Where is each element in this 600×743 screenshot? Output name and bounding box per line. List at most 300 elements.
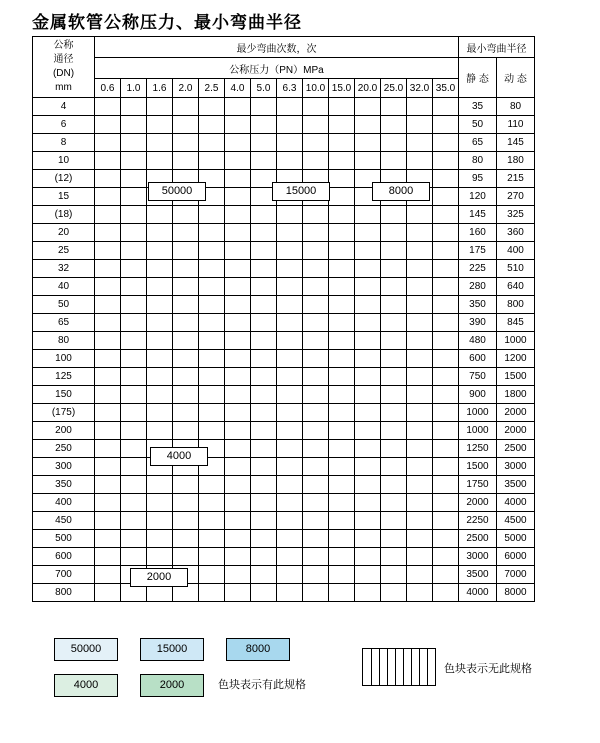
pressure-cell xyxy=(95,548,121,566)
dynamic-radius-cell: 2000 xyxy=(497,404,535,422)
pressure-cell xyxy=(199,116,225,134)
pressure-cell xyxy=(407,404,433,422)
static-radius-cell: 120 xyxy=(459,188,497,206)
pressure-cell xyxy=(199,278,225,296)
pressure-cell xyxy=(251,314,277,332)
pressure-cell xyxy=(147,98,173,116)
pressure-cell xyxy=(303,206,329,224)
pressure-cell xyxy=(329,368,355,386)
pressure-cell xyxy=(173,422,199,440)
pressure-cell xyxy=(407,314,433,332)
dn-value-cell: 200 xyxy=(33,422,95,440)
pressure-cell xyxy=(433,260,459,278)
pressure-cell xyxy=(407,278,433,296)
pressure-cell xyxy=(433,494,459,512)
pressure-cell xyxy=(381,566,407,584)
pressure-cell xyxy=(173,296,199,314)
table-row xyxy=(33,566,535,584)
static-radius-cell: 1250 xyxy=(459,440,497,458)
legend-swatch-4000: 4000 xyxy=(54,674,118,697)
pressure-cell xyxy=(381,548,407,566)
pressure-cell xyxy=(121,170,147,188)
pressure-cell xyxy=(355,314,381,332)
pressure-cell xyxy=(381,422,407,440)
static-radius-cell: 50 xyxy=(459,116,497,134)
pressure-cell xyxy=(277,494,303,512)
dn-value-cell: (175) xyxy=(33,404,95,422)
pressure-cell xyxy=(251,224,277,242)
pressure-cell xyxy=(355,548,381,566)
pressure-cell xyxy=(381,386,407,404)
pressure-cell xyxy=(329,530,355,548)
pressure-cell xyxy=(95,206,121,224)
pn-column-header: 0.6 xyxy=(95,79,121,98)
pressure-cell xyxy=(355,368,381,386)
table-row xyxy=(33,116,535,134)
pressure-cell xyxy=(173,350,199,368)
pressure-cell xyxy=(355,260,381,278)
pressure-cell xyxy=(407,530,433,548)
pn-column-header: 2.5 xyxy=(199,79,225,98)
pressure-cell xyxy=(95,530,121,548)
pressure-cell xyxy=(433,170,459,188)
dynamic-radius-cell: 845 xyxy=(497,314,535,332)
pressure-cell xyxy=(147,530,173,548)
pressure-cell xyxy=(381,296,407,314)
dynamic-radius-cell: 3000 xyxy=(497,458,535,476)
pressure-cell xyxy=(329,134,355,152)
pressure-cell xyxy=(433,242,459,260)
pressure-cell xyxy=(303,134,329,152)
pressure-cell xyxy=(173,332,199,350)
pressure-cell xyxy=(225,404,251,422)
radius-static-header: 静 态 xyxy=(459,58,497,98)
static-radius-cell: 65 xyxy=(459,134,497,152)
pressure-cell xyxy=(225,548,251,566)
pressure-cell xyxy=(251,404,277,422)
pressure-cell xyxy=(147,368,173,386)
dn-header-line-1: 公称 xyxy=(53,40,74,51)
dn-value-cell: 800 xyxy=(33,584,95,602)
pressure-cell xyxy=(277,116,303,134)
pressure-cell xyxy=(433,530,459,548)
hatch-line xyxy=(427,649,428,685)
pressure-cell xyxy=(433,134,459,152)
static-radius-cell: 95 xyxy=(459,170,497,188)
pressure-cell xyxy=(147,404,173,422)
overlay-value-label: 8000 xyxy=(372,182,430,201)
pressure-cell xyxy=(199,332,225,350)
radius-group-header: 最小弯曲半径 xyxy=(459,37,535,58)
static-radius-cell: 900 xyxy=(459,386,497,404)
overlay-value-label: 4000 xyxy=(150,447,208,466)
static-radius-cell: 4000 xyxy=(459,584,497,602)
pressure-cell xyxy=(381,494,407,512)
pressure-cell xyxy=(121,224,147,242)
pressure-cell xyxy=(199,566,225,584)
dynamic-radius-cell: 1200 xyxy=(497,350,535,368)
pressure-cell xyxy=(173,512,199,530)
pressure-cell xyxy=(95,188,121,206)
table-row xyxy=(33,98,535,116)
pressure-cell xyxy=(251,458,277,476)
static-radius-cell: 145 xyxy=(459,206,497,224)
dynamic-radius-cell: 640 xyxy=(497,278,535,296)
pn-column-header: 1.0 xyxy=(121,79,147,98)
pressure-cell xyxy=(407,368,433,386)
pressure-cell xyxy=(199,422,225,440)
pressure-cell xyxy=(199,404,225,422)
table-row xyxy=(33,296,535,314)
dynamic-radius-cell: 215 xyxy=(497,170,535,188)
pressure-cell xyxy=(121,476,147,494)
pressure-cell xyxy=(173,494,199,512)
page-title: 金属软管公称压力、最小弯曲半径 xyxy=(32,13,302,32)
pressure-cell xyxy=(95,440,121,458)
pressure-cell xyxy=(199,224,225,242)
pressure-cell xyxy=(225,98,251,116)
pressure-cell xyxy=(95,422,121,440)
pressure-cell xyxy=(199,134,225,152)
pressure-cell xyxy=(433,404,459,422)
pressure-cell xyxy=(251,476,277,494)
dn-value-cell: 15 xyxy=(33,188,95,206)
pressure-cell xyxy=(199,476,225,494)
header-row-2 xyxy=(33,58,535,79)
pressure-cell xyxy=(277,278,303,296)
table-row xyxy=(33,386,535,404)
pressure-cell xyxy=(199,152,225,170)
pressure-cell xyxy=(355,278,381,296)
pressure-cell xyxy=(173,260,199,278)
pressure-cell xyxy=(355,440,381,458)
table-row xyxy=(33,422,535,440)
dynamic-radius-cell: 510 xyxy=(497,260,535,278)
pn-column-header: 35.0 xyxy=(433,79,459,98)
pressure-cell xyxy=(251,296,277,314)
pressure-cell xyxy=(433,548,459,566)
pressure-cell xyxy=(95,314,121,332)
table-row xyxy=(33,242,535,260)
dn-value-cell: 10 xyxy=(33,152,95,170)
pressure-cell xyxy=(303,152,329,170)
pressure-cell xyxy=(407,422,433,440)
pressure-cell xyxy=(355,458,381,476)
dn-value-cell: 50 xyxy=(33,296,95,314)
pn-column-header: 20.0 xyxy=(355,79,381,98)
pressure-cell xyxy=(225,314,251,332)
pressure-cell xyxy=(381,98,407,116)
static-radius-cell: 350 xyxy=(459,296,497,314)
pressure-cell xyxy=(355,152,381,170)
pressure-cell xyxy=(303,404,329,422)
dynamic-radius-cell: 8000 xyxy=(497,584,535,602)
pressure-cell xyxy=(147,512,173,530)
pressure-cell xyxy=(277,98,303,116)
pressure-cell xyxy=(121,242,147,260)
pressure-cell xyxy=(147,278,173,296)
dynamic-radius-cell: 5000 xyxy=(497,530,535,548)
pressure-cell xyxy=(381,332,407,350)
pressure-cell xyxy=(355,530,381,548)
static-radius-cell: 3000 xyxy=(459,548,497,566)
dynamic-radius-cell: 145 xyxy=(497,134,535,152)
pressure-cell xyxy=(381,476,407,494)
pressure-cell xyxy=(329,170,355,188)
pressure-cell xyxy=(95,116,121,134)
table-row xyxy=(33,260,535,278)
table-row xyxy=(33,584,535,602)
pressure-cell xyxy=(199,98,225,116)
pressure-cell xyxy=(225,242,251,260)
pressure-cell xyxy=(199,494,225,512)
pressure-cell xyxy=(355,134,381,152)
pressure-cell xyxy=(95,458,121,476)
pressure-cell xyxy=(199,314,225,332)
pressure-cell xyxy=(303,314,329,332)
pressure-cell xyxy=(407,116,433,134)
table-row xyxy=(33,476,535,494)
table-row xyxy=(33,206,535,224)
dynamic-radius-cell: 3500 xyxy=(497,476,535,494)
pressure-cell xyxy=(95,494,121,512)
dynamic-radius-cell: 2000 xyxy=(497,422,535,440)
dn-value-cell: 600 xyxy=(33,548,95,566)
pressure-cell xyxy=(251,98,277,116)
pressure-cell xyxy=(173,368,199,386)
pressure-cell xyxy=(329,548,355,566)
pressure-cell xyxy=(355,476,381,494)
pressure-cell xyxy=(173,98,199,116)
pressure-cell xyxy=(303,548,329,566)
pressure-cell xyxy=(303,368,329,386)
pressure-cell xyxy=(355,98,381,116)
pressure-cell xyxy=(303,476,329,494)
pressure-cell xyxy=(381,440,407,458)
pressure-cell xyxy=(225,332,251,350)
pressure-cell xyxy=(225,152,251,170)
pressure-cell xyxy=(173,152,199,170)
pressure-cell xyxy=(147,296,173,314)
dn-value-cell: (18) xyxy=(33,206,95,224)
hatch-line xyxy=(387,649,388,685)
pressure-cell xyxy=(329,224,355,242)
pressure-cell xyxy=(277,206,303,224)
pressure-cell xyxy=(329,494,355,512)
pressure-cell xyxy=(147,386,173,404)
pressure-cell xyxy=(121,530,147,548)
pressure-cell xyxy=(303,116,329,134)
pressure-cell xyxy=(199,512,225,530)
pressure-cell xyxy=(303,296,329,314)
pressure-cell xyxy=(303,458,329,476)
dn-value-cell: (12) xyxy=(33,170,95,188)
pressure-cell xyxy=(95,476,121,494)
pressure-cell xyxy=(303,440,329,458)
pressure-cell xyxy=(251,206,277,224)
static-radius-cell: 750 xyxy=(459,368,497,386)
dn-value-cell: 700 xyxy=(33,566,95,584)
pressure-cell xyxy=(95,242,121,260)
pressure-cell xyxy=(355,350,381,368)
pressure-cell xyxy=(121,458,147,476)
table-row xyxy=(33,494,535,512)
pressure-cell xyxy=(329,206,355,224)
pressure-cell xyxy=(95,152,121,170)
pressure-cell xyxy=(121,494,147,512)
pressure-cell xyxy=(433,314,459,332)
pressure-cell xyxy=(251,116,277,134)
pressure-cell xyxy=(407,566,433,584)
pressure-cell xyxy=(225,494,251,512)
pressure-cell xyxy=(407,206,433,224)
pressure-cell xyxy=(225,116,251,134)
pressure-cell xyxy=(225,170,251,188)
pressure-cell xyxy=(251,260,277,278)
pressure-cell xyxy=(355,224,381,242)
pressure-cell xyxy=(381,458,407,476)
pressure-cell xyxy=(329,350,355,368)
pressure-cell xyxy=(121,314,147,332)
pressure-cell xyxy=(225,512,251,530)
pressure-cell xyxy=(95,386,121,404)
pressure-cell xyxy=(173,116,199,134)
pressure-cell xyxy=(433,368,459,386)
pressure-cell xyxy=(433,566,459,584)
dn-value-cell: 4 xyxy=(33,98,95,116)
pressure-cell xyxy=(251,494,277,512)
pressure-cell xyxy=(433,422,459,440)
pressure-cell xyxy=(381,512,407,530)
pressure-cell xyxy=(147,332,173,350)
dn-value-cell: 40 xyxy=(33,278,95,296)
dynamic-radius-cell: 7000 xyxy=(497,566,535,584)
pressure-cell xyxy=(277,368,303,386)
pressure-cell xyxy=(251,350,277,368)
pressure-cell xyxy=(329,278,355,296)
pressure-cell xyxy=(95,224,121,242)
pressure-cell xyxy=(277,350,303,368)
static-radius-cell: 1000 xyxy=(459,404,497,422)
pressure-cell xyxy=(277,242,303,260)
pressure-cell xyxy=(199,260,225,278)
dynamic-radius-cell: 180 xyxy=(497,152,535,170)
pressure-cell xyxy=(329,422,355,440)
dynamic-radius-cell: 325 xyxy=(497,206,535,224)
pressure-cell xyxy=(329,404,355,422)
pressure-cell xyxy=(95,260,121,278)
dynamic-radius-cell: 4000 xyxy=(497,494,535,512)
pressure-cell xyxy=(173,242,199,260)
pressure-cell xyxy=(121,332,147,350)
static-radius-cell: 280 xyxy=(459,278,497,296)
pressure-cell xyxy=(433,296,459,314)
dn-header-line-3: (DN) xyxy=(52,68,75,79)
pressure-cell xyxy=(225,368,251,386)
pn-column-header: 4.0 xyxy=(225,79,251,98)
overlay-value-label: 2000 xyxy=(130,568,188,587)
pressure-cell xyxy=(355,242,381,260)
pressure-cell xyxy=(303,386,329,404)
dn-header-line-4: mm xyxy=(55,82,72,93)
pressure-cell xyxy=(95,566,121,584)
pressure-cell xyxy=(225,134,251,152)
pressure-cell xyxy=(121,206,147,224)
legend-swatch-8000: 8000 xyxy=(226,638,290,661)
static-radius-cell: 35 xyxy=(459,98,497,116)
pressure-cell xyxy=(407,98,433,116)
pressure-cell xyxy=(355,584,381,602)
dynamic-radius-cell: 6000 xyxy=(497,548,535,566)
pressure-cell xyxy=(381,224,407,242)
pressure-cell xyxy=(147,548,173,566)
pressure-cell xyxy=(277,476,303,494)
pressure-cell xyxy=(433,152,459,170)
pressure-cell xyxy=(95,134,121,152)
pressure-cell xyxy=(329,116,355,134)
pressure-cell xyxy=(121,386,147,404)
spec-table xyxy=(32,36,535,602)
pressure-cell xyxy=(251,566,277,584)
pressure-cell xyxy=(303,98,329,116)
overlay-value-label: 50000 xyxy=(148,182,206,201)
pressure-cell xyxy=(95,170,121,188)
pressure-cell xyxy=(225,278,251,296)
dynamic-radius-cell: 400 xyxy=(497,242,535,260)
table-row xyxy=(33,404,535,422)
pressure-cell xyxy=(225,530,251,548)
pressure-cell xyxy=(407,152,433,170)
pressure-cell xyxy=(329,98,355,116)
dn-value-cell: 150 xyxy=(33,386,95,404)
pressure-cell xyxy=(381,116,407,134)
pressure-cell xyxy=(251,152,277,170)
pressure-cell xyxy=(407,260,433,278)
pressure-cell xyxy=(121,98,147,116)
legend xyxy=(32,630,568,720)
pressure-cell xyxy=(251,440,277,458)
static-radius-cell: 600 xyxy=(459,350,497,368)
pressure-cell xyxy=(433,584,459,602)
pressure-cell xyxy=(329,152,355,170)
pressure-cell xyxy=(199,368,225,386)
pressure-cell xyxy=(433,116,459,134)
pressure-cell xyxy=(121,404,147,422)
pressure-cell xyxy=(251,530,277,548)
dn-value-cell: 32 xyxy=(33,260,95,278)
pressure-cell xyxy=(355,386,381,404)
dn-value-cell: 20 xyxy=(33,224,95,242)
pressure-cell xyxy=(329,332,355,350)
static-radius-cell: 2250 xyxy=(459,512,497,530)
dynamic-radius-cell: 2500 xyxy=(497,440,535,458)
pressure-cell xyxy=(355,296,381,314)
table-row xyxy=(33,332,535,350)
pressure-cell xyxy=(277,422,303,440)
pressure-cell xyxy=(147,422,173,440)
static-radius-cell: 480 xyxy=(459,332,497,350)
pressure-cell xyxy=(277,530,303,548)
pressure-cell xyxy=(95,98,121,116)
pressure-cell xyxy=(251,368,277,386)
pressure-cell xyxy=(433,98,459,116)
pressure-cell xyxy=(95,368,121,386)
pressure-cell xyxy=(147,314,173,332)
pressure-cell xyxy=(147,350,173,368)
pressure-cell xyxy=(199,296,225,314)
pressure-cell xyxy=(121,512,147,530)
static-radius-cell: 225 xyxy=(459,260,497,278)
